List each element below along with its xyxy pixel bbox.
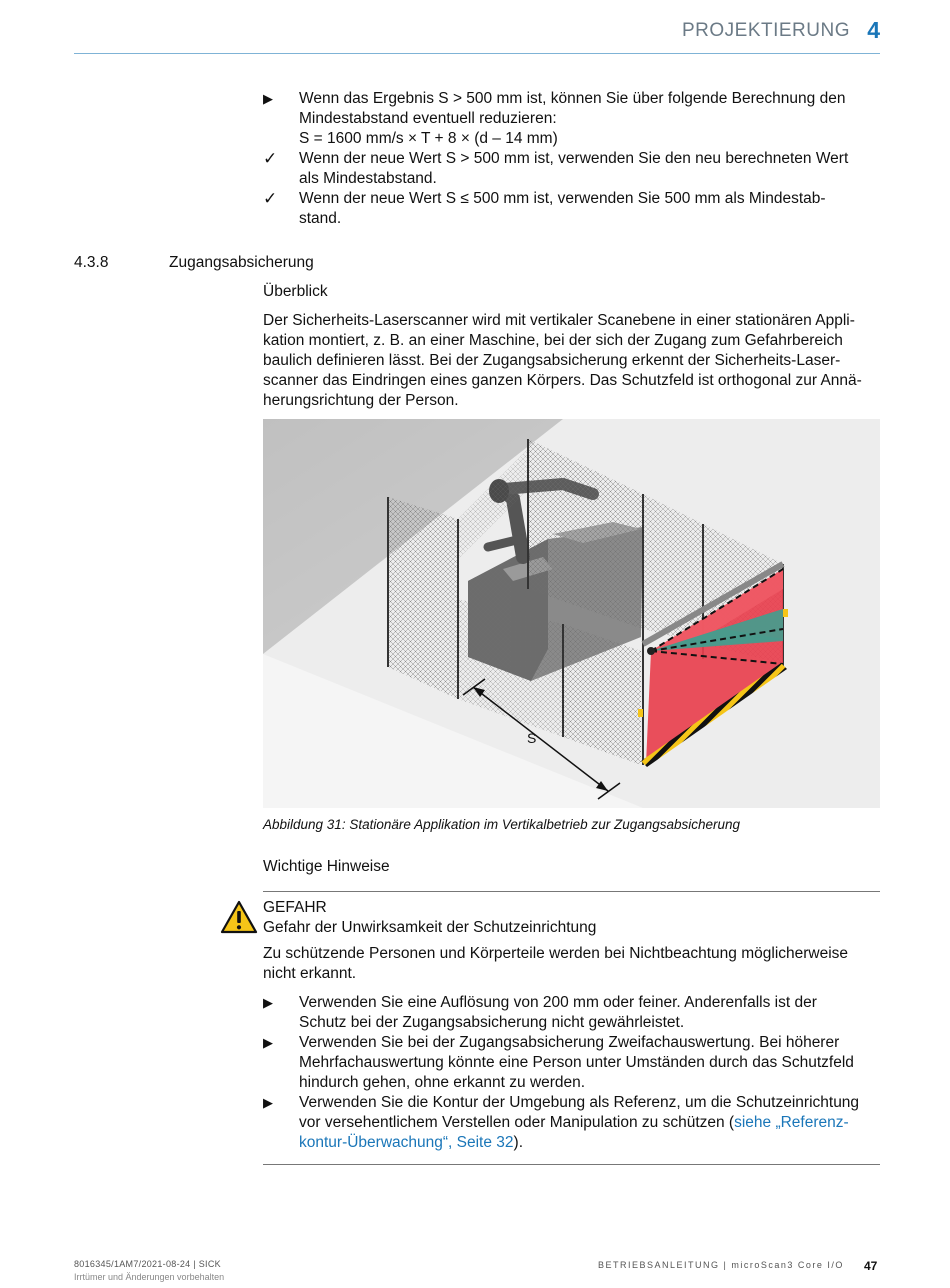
warning-triangle-icon — [220, 900, 258, 934]
list-item-text: Wenn der neue Wert S ≤ 500 mm ist, verwenden Sie 500 mm als Mindestab- — [299, 190, 826, 207]
list-item-text: Verwenden Sie die Kontur der Umgebung als Referenz, um die Schutzeinrichtung — [299, 1094, 860, 1111]
list-item-text: als Mindestabstand. — [299, 170, 437, 187]
figure-caption: Abbildung 31: Stationäre Applikation im Vertikalbetrieb zur Zugangsabsicherung — [263, 817, 741, 832]
warning-title: GEFAHR — [263, 899, 327, 916]
list-item-text — [299, 1133, 879, 1153]
illustration-safety-fence — [263, 419, 880, 808]
paragraph-line: scanner das Eindringen eines ganzen Körpers. Das Schutzfeld ist orthogonal zur Annä- — [263, 372, 862, 389]
section-title: Zugangsabsicherung — [169, 254, 314, 271]
cross-reference-link[interactable]: siehe „Referenz- — [734, 1114, 849, 1131]
warning-rule-bottom — [263, 1164, 880, 1165]
running-header-title: PROJEKTIERUNG — [681, 20, 850, 41]
warning-description — [263, 944, 880, 984]
list-item-text: Wenn der neue Wert S > 500 mm ist, verwenden Sie den neu berechneten Wert — [299, 150, 849, 167]
chapter-number: 4 — [867, 17, 880, 43]
paragraph-line: Zu schützende Personen und Körperteile werden bei Nichtbeachtung möglicherweise — [263, 945, 849, 962]
figure-access-protection — [263, 419, 880, 808]
checkmark-icon: ✓ — [263, 189, 278, 208]
paragraph-line: nicht erkannt. — [263, 965, 357, 982]
list-item-text: Wenn das Ergebnis S > 500 mm ist, können Sie über folgende Berechnung den — [299, 90, 846, 107]
overview-paragraph — [263, 311, 880, 411]
bullet-arrow-icon: ▶ — [263, 1035, 273, 1050]
paragraph-line: herungsrichtung der Person. — [263, 392, 459, 409]
bullet-arrow-icon: ▶ — [263, 91, 273, 106]
footer-doc-id: 8016345/1AM7/2021-08-24 | SICK — [74, 1259, 221, 1269]
footer-manual-title: BETRIEBSANLEITUNG | microScan3 Core I/O — [598, 1260, 844, 1270]
list-item-text: Verwenden Sie bei der Zugangsabsicherung Zweifachauswertung. Bei höherer — [299, 1034, 840, 1051]
list-item-text: Mindestabstand eventuell reduzieren: — [299, 110, 557, 127]
list-item-text — [299, 1113, 879, 1133]
page-number: 47 — [864, 1259, 878, 1273]
footer-disclaimer: Irrtümer und Änderungen vorbehalten — [74, 1272, 225, 1282]
warning-rule-top — [263, 891, 880, 892]
list-item-text-fragment: vor versehentlichem Verstellen oder Manipulation zu schützen ( — [299, 1114, 735, 1131]
bullet-arrow-icon: ▶ — [263, 1095, 273, 1110]
cross-reference-link-cont[interactable]: kontur-Überwachung“, Seite 32 — [299, 1134, 514, 1151]
formula: S = 1600 mm/s × T + 8 × (d – 14 mm) — [299, 130, 558, 147]
list-item-text: Mehrfachauswertung könnte eine Person unter Umständen durch das Schutzfeld — [299, 1054, 854, 1071]
subheading-overview: Überblick — [263, 283, 328, 300]
list-item-text: Verwenden Sie eine Auflösung von 200 mm oder feiner. Anderenfalls ist der — [299, 994, 817, 1011]
paragraph-line: baulich definieren lässt. Bei der Zugangsabsicherung erkennt der Sicherheits-Laser- — [263, 352, 841, 369]
paragraph-line: kation montiert, z. B. an einer Maschine, bei der sich der Zugang zum Gefahrbereich — [263, 332, 843, 349]
list-item-text: Schutz bei der Zugangsabsicherung nicht gewährleistet. — [299, 1014, 685, 1031]
list-item-text-fragment: ). — [513, 1134, 524, 1151]
list-item-text: hindurch gehen, ohne erkannt zu werden. — [299, 1074, 586, 1091]
dimension-label-s: S — [527, 730, 537, 746]
bullet-arrow-icon: ▶ — [263, 995, 273, 1010]
warning-subtitle: Gefahr der Unwirksamkeit der Schutzeinrichtung — [263, 919, 597, 936]
header-divider — [74, 53, 880, 54]
list-item-text: stand. — [299, 210, 342, 227]
checkmark-icon: ✓ — [263, 149, 278, 168]
subheading-notes: Wichtige Hinweise — [263, 858, 390, 875]
section-number: 4.3.8 — [74, 254, 109, 271]
paragraph-line: Der Sicherheits-Laserscanner wird mit vertikaler Scanebene in einer stationären Appli- — [263, 312, 855, 329]
